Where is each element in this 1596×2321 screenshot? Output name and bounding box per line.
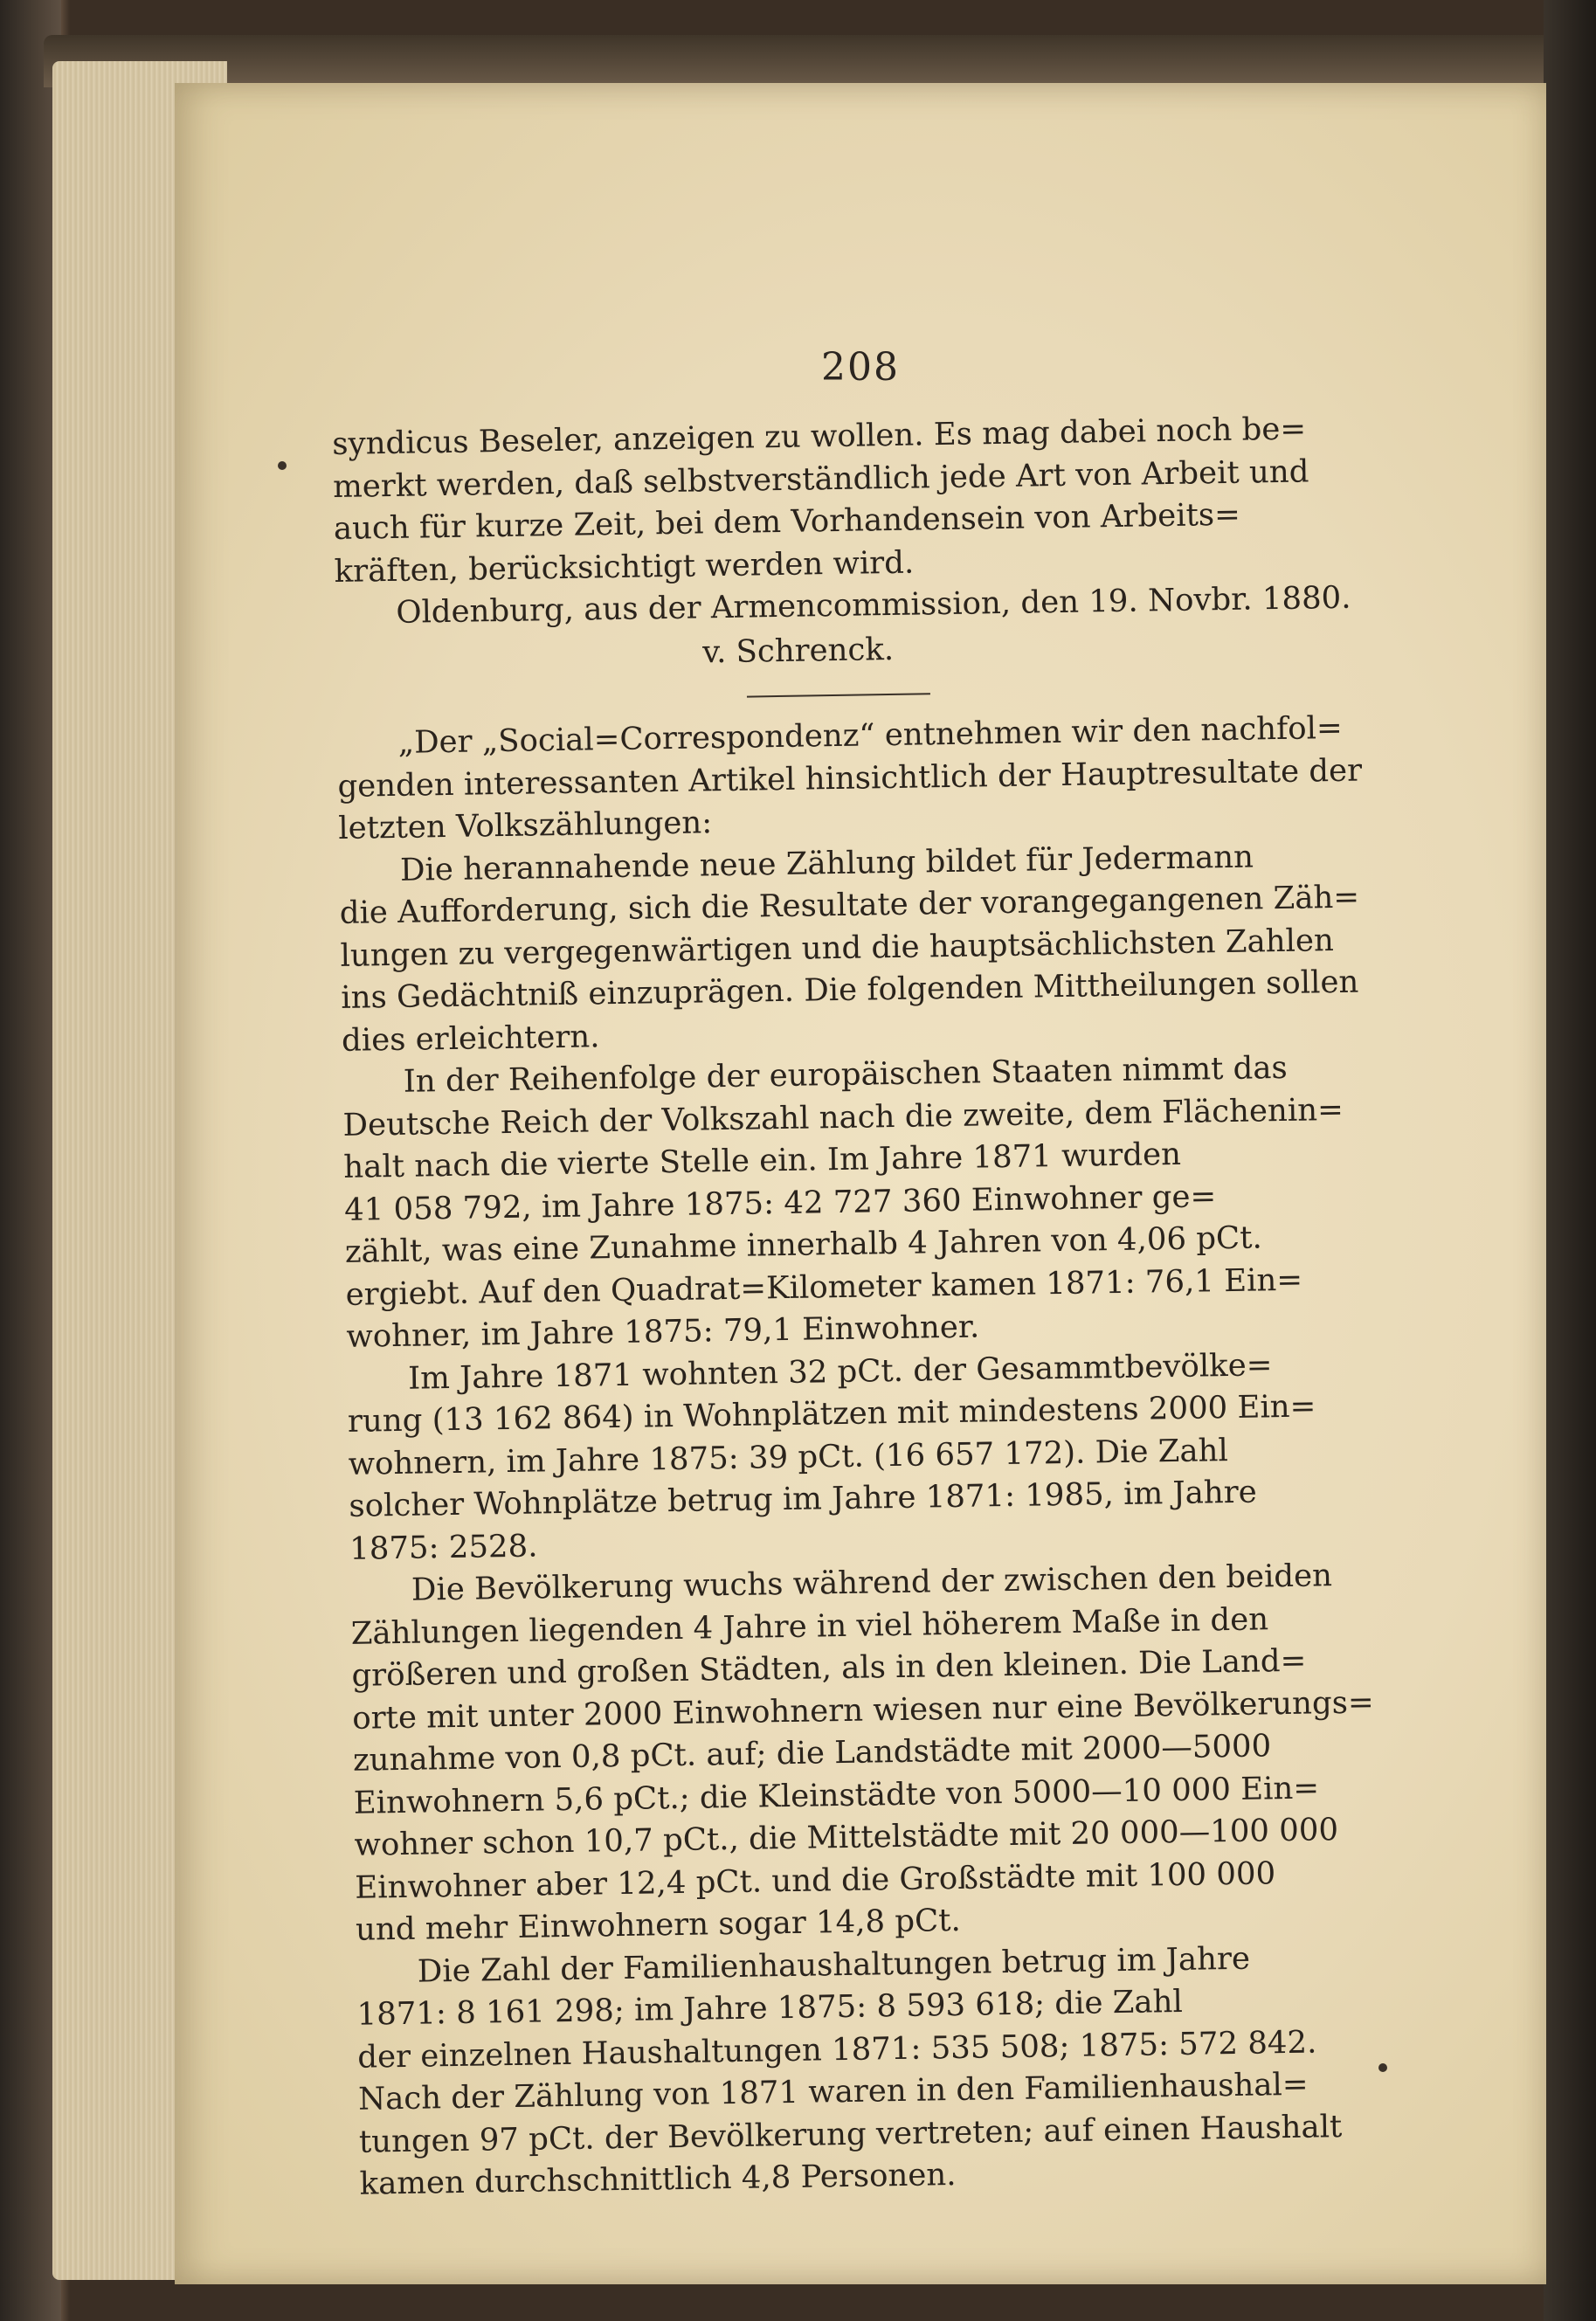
text-line: halt nach die vierte Stelle ein. Im Jahre 1871 wurden <box>343 1136 1182 1185</box>
text-line: zunahme von 0,8 pCt. auf; die Landstädte mit 2000—5000 <box>352 1728 1272 1779</box>
paragraph-2 <box>339 832 1452 1061</box>
text-line: ins Gedächtniß einzuprägen. Die folgenden Mittheilungen sollen <box>341 964 1359 1016</box>
text-line: letzten Volkszählungen: <box>337 805 713 846</box>
text-line: „Der „Social=Correspondenz“ entnehmen wir den nachfol= <box>397 709 1343 761</box>
text-line: dies erleichtern. <box>341 1018 600 1059</box>
text-line: orte mit unter 2000 Einwohnern wiesen nur eine Bevölkerungs= <box>351 1683 1374 1737</box>
text-line: 1871: 8 161 298; im Jahre 1875: 8 593 618; die Zahl <box>356 1983 1184 2033</box>
text-line: Einwohnern 5,6 pCt.; die Kleinstädte von 5000—10 000 Ein= <box>353 1769 1320 1821</box>
text-line: Einwohner aber 12,4 pCt. und die Großstädte mit 100 000 <box>355 1855 1276 1906</box>
text-line: Nach der Zählung von 1871 waren in den Familienhaushal= <box>357 2066 1309 2117</box>
text-line: die Aufforderung, sich die Resultate der vorangegangenen Zäh= <box>339 879 1360 931</box>
text-line: wohnern, im Jahre 1875: 39 pCt. (16 657 172). Die Zahl <box>348 1432 1229 1482</box>
text-line: rung (13 162 864) in Wohnplätzen mit mindestens 2000 Ein= <box>347 1388 1316 1440</box>
text-line: syndicus Beseler, anzeigen zu wollen. Es mag dabei noch be= <box>332 411 1307 462</box>
text-line: Zählungen liegenden 4 Jahre in viel höherem Maße in den <box>350 1600 1269 1652</box>
text-line: wohner schon 10,7 pCt., die Mittelstädte mit 20 000—100 000 <box>354 1812 1339 1863</box>
text-line: Die herannahende neue Zählung bildet für Jedermann <box>399 838 1254 888</box>
text-line: genden interessanten Artikel hinsichtlich der Hauptresultate der <box>337 752 1363 805</box>
text-line: wohner, im Jahre 1875: 79,1 Einwohner. <box>346 1309 980 1355</box>
text-line: merkt werden, daß selbstverständlich jede Art von Arbeit und <box>332 452 1309 505</box>
text-line: solcher Wohnplätze betrug im Jahre 1871: 1985, im Jahre <box>349 1474 1258 1524</box>
text-line: der einzelnen Haushaltungen 1871: 535 508; 1875: 572 842. <box>357 2024 1317 2076</box>
page-number: 208 <box>821 345 900 390</box>
paper-speck <box>278 461 287 470</box>
paragraph-3 <box>342 1045 1455 1358</box>
paragraph-1 <box>336 706 1447 850</box>
text-line: 1875: 2528. <box>349 1527 538 1567</box>
text-line: Die Bevölkerung wuchs während der zwischen den beiden <box>411 1558 1333 1608</box>
place-date-line: Oldenburg, aus der Armencommission, den 19. Novbr. 1880. <box>396 579 1351 631</box>
text-line: kamen durchschnittlich 4,8 Personen. <box>359 2157 957 2202</box>
text-line: Im Jahre 1871 wohnten 32 pCt. der Gesammtbevölke= <box>407 1346 1273 1397</box>
text-line: lungen zu vergegenwärtigen und die hauptsächlichsten Zahlen <box>340 922 1335 974</box>
paragraph-4 <box>347 1341 1460 1570</box>
book-cover-top <box>44 35 1564 87</box>
text-line: kräften, berücksichtigt werden wird. <box>334 544 915 590</box>
paragraph-5 <box>350 1553 1466 1951</box>
text-line: 41 058 792, im Jahre 1875: 42 727 360 Einwohner ge= <box>343 1178 1217 1228</box>
paragraph-6 <box>356 1934 1468 2206</box>
page-text <box>332 406 1469 2206</box>
text-line: zählt, was eine Zunahme innerhalb 4 Jahren von 4,06 pCt. <box>344 1219 1263 1270</box>
text-line: ergiebt. Auf den Quadrat=Kilometer kamen 1871: 76,1 Ein= <box>345 1261 1303 1313</box>
text-line: und mehr Einwohnern sogar 14,8 pCt. <box>355 1902 962 1948</box>
book-cover-right <box>1544 0 1596 2321</box>
text-line: Deutsche Reich der Volkszahl nach die zweite, dem Flächenin= <box>342 1091 1344 1143</box>
paragraph-intro <box>332 406 1444 593</box>
signature: v. Schrenck. <box>701 631 895 670</box>
text-line: Die Zahl der Familienhaushaltungen betrug im Jahre <box>417 1940 1251 1990</box>
section-divider <box>747 693 930 697</box>
text-line: auch für kurze Zeit, bei dem Vorhandensein von Arbeits= <box>333 496 1241 547</box>
text-line: tungen 97 pCt. der Bevölkerung vertreten; auf einen Haushalt <box>358 2108 1343 2160</box>
text-line: In der Reihenfolge der europäischen Staaten nimmt das <box>403 1049 1289 1100</box>
text-line: größeren und großen Städten, als in den kleinen. Die Land= <box>351 1642 1307 1694</box>
